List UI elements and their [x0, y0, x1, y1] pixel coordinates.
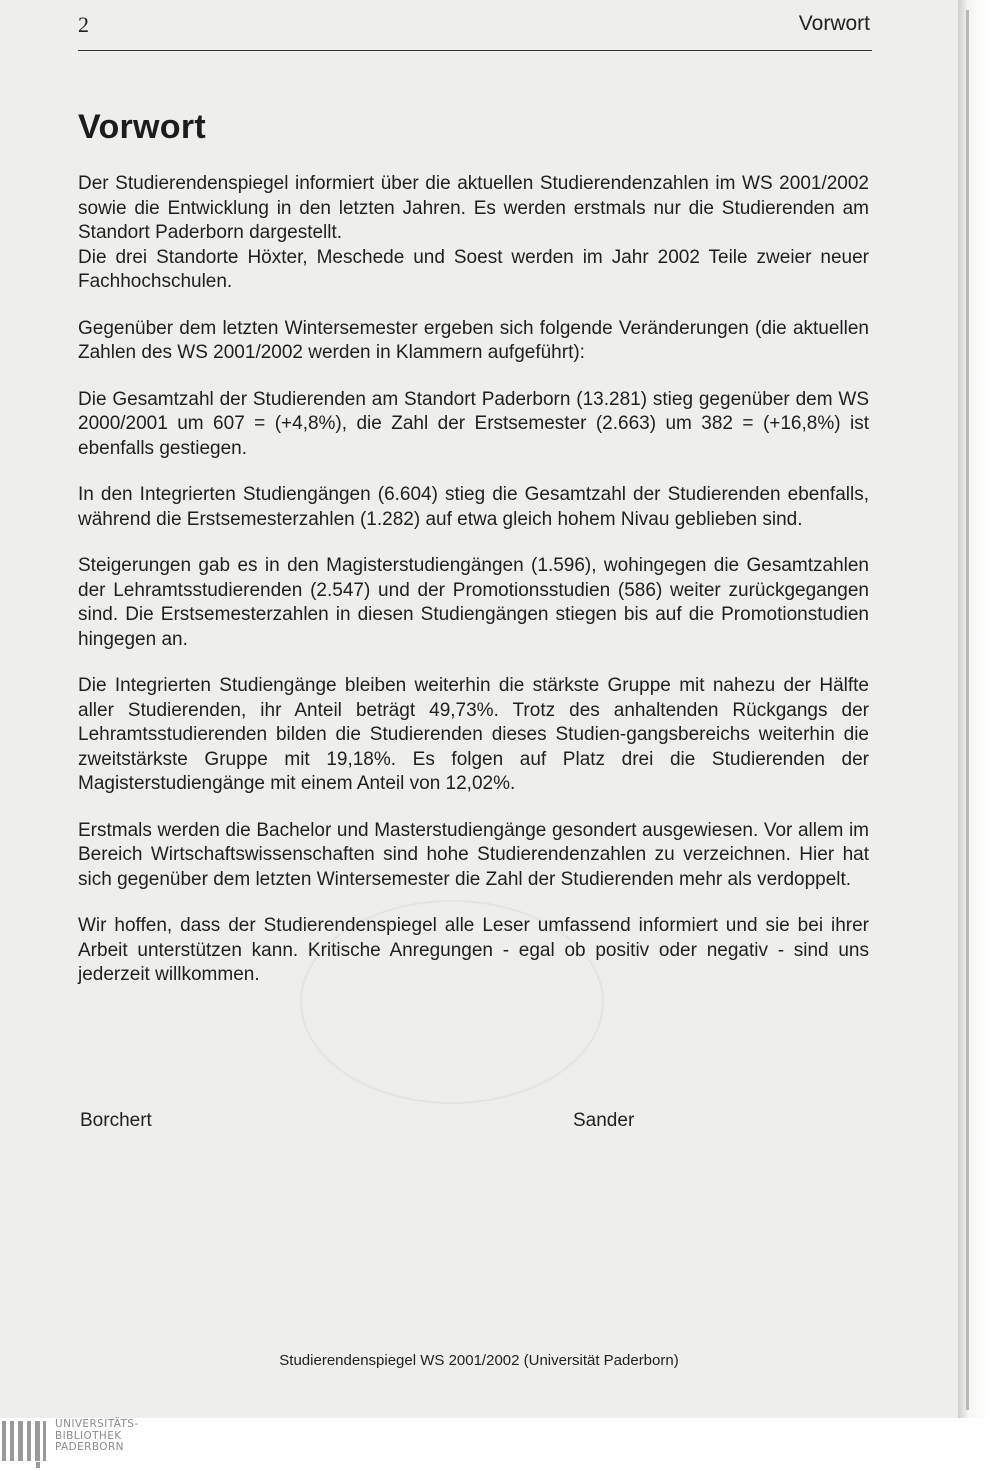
paragraph: Die drei Standorte Höxter, Meschede und Soest werden im Jahr 2002 Teile zweier neuer Fachhochschulen.: [78, 246, 869, 292]
library-logo-line: BIBLIOTHEK: [55, 1429, 122, 1442]
page-edge-shadow: [958, 0, 1000, 1418]
signature-sander: Sander: [573, 1110, 635, 1131]
signatures: [0, 1110, 958, 1140]
page-edge-line: [966, 10, 969, 1410]
paragraph: In den Integrierten Studiengängen (6.604) stieg die Gesamtzahl der Studierenden ebenfalls, während die Erstsemesterzahlen (1.282) auf etwa gleich hohem Nivau geblieben sind.: [78, 484, 869, 530]
paragraph: Der Studierendenspiegel informiert über die aktuellen Studierendenzahlen im WS 2001/2002 sowie die Entwicklung in den letzten Jahren. Es werden erstmals nur die Studierenden am Standort Paderborn dargestellt.: [78, 173, 869, 243]
page-footer: Studierendenspiegel WS 2001/2002 (Universität Paderborn): [279, 1352, 679, 1369]
library-logo-line: UNIVERSITÄTS-: [55, 1418, 139, 1430]
signature-borchert: Borchert: [80, 1110, 152, 1131]
paragraph: Die Integrierten Studiengänge bleiben weiterhin die stärkste Gruppe mit nahezu der Hälfte aller Studierenden, ihr Anteil beträgt 49,73%. Trotz des anhaltenden Rückgangs der Lehramtsstudierenden bilden die Studierenden dieses Studien-gangsbereichs weiterhin die zweitstärkste Gruppe mit 19,18%. Es folgen auf Platz drei die Studierenden der Magisterstudiengänge mit einem Anteil von 12,02%.: [78, 675, 869, 794]
paragraph: Erstmals werden die Bachelor und Masterstudiengänge gesondert ausgewiesen. Vor allem im Bereich Wirtschaftswissenschaften sind hohe Studierendenzahlen zu verzeichnen. Hier hat sich gegenüber dem letzten Wintersemester die Zahl der Studierenden mehr als verdoppelt.: [78, 819, 869, 890]
library-barcode-icon: [0, 1418, 50, 1471]
body-text: [78, 172, 869, 1010]
paragraph: Wir hoffen, dass der Studierendenspiegel alle Leser umfassend informiert und sie bei ihrer Arbeit unterstützen kann. Kritische Anregungen - egal ob positiv oder negativ - sind uns jederzeit willkommen.: [78, 915, 869, 985]
paragraph: Die Gesamtzahl der Studierenden am Standort Paderborn (13.281) stieg gegenüber dem WS 2000/2001 um 607 = (+4,8%), die Zahl der Erstsemester (2.663) um 382 = (+16,8%) ist ebenfalls gestiegen.: [78, 388, 869, 459]
paragraph: Steigerungen gab es in den Magisterstudiengängen (1.596), wohingegen die Gesamtzahlen der Lehramtsstudierenden (2.547) und der Promotionsstudien (586) weiter zurückgegangen sind. Die Erstsemesterzahlen in diesen Studiengängen stiegen bis auf die Promotionstudien hingegen an.: [78, 555, 869, 650]
header-rule: [78, 50, 872, 51]
running-head: Vorwort: [798, 12, 870, 35]
paragraph: Gegenüber dem letzten Wintersemester ergeben sich folgende Veränderungen (die aktuellen Zahlen des WS 2001/2002 werden in Klammern aufgeführt):: [78, 317, 869, 363]
library-logo: [0, 1418, 200, 1471]
library-logo-line: PADERBORN: [55, 1441, 124, 1453]
page-number: 2: [78, 12, 89, 37]
page-title: Vorwort: [78, 108, 207, 146]
library-logo-text: [55, 1419, 139, 1454]
